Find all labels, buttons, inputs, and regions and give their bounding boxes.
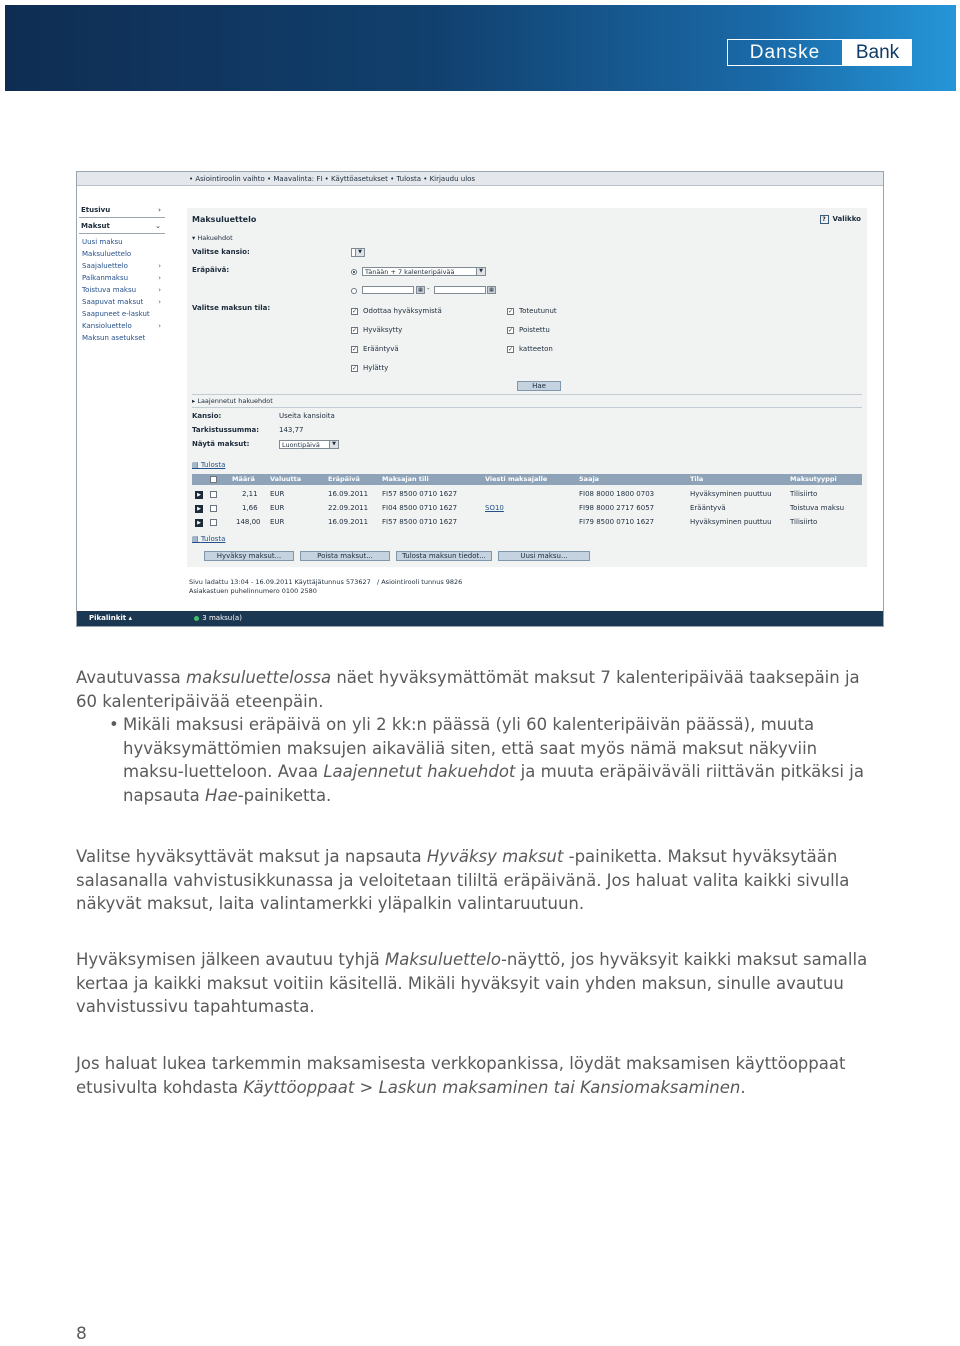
logo-bank: Bank [843, 39, 912, 66]
cell-viesti[interactable]: SO10 [485, 504, 504, 512]
end-date-field[interactable] [434, 286, 486, 294]
hyvaksy-maksut-button[interactable]: Hyväksy maksut... [204, 551, 294, 561]
footer-info: Sivu ladattu 13:04 - 16.09.2011 Käyttäjätunnus 573627 / Asiointirooli tunnus 9826 Asiakastuen puhelinnumero 0100 2580 [189, 578, 463, 595]
select-all-checkbox[interactable] [210, 476, 217, 483]
cell-saaja: FI79 8500 0710 1627 [579, 518, 655, 526]
cell-erapaiva: 16.09.2011 [328, 490, 369, 498]
nayta-maksut-select[interactable]: Luontipäivä ▼ [279, 440, 339, 449]
nav-item-maksuluettelo[interactable]: Maksuluettelo [82, 250, 132, 258]
expand-icon[interactable]: ▶ [195, 505, 203, 513]
check-icon: ✓ [508, 345, 514, 353]
tulosta-maksun-tiedot-button[interactable]: Tulosta maksun tiedot... [396, 551, 492, 561]
check-icon: ✓ [352, 364, 358, 372]
status-indicator[interactable]: 3 maksu(a) [194, 614, 242, 622]
check-icon: ✓ [352, 345, 358, 353]
table-row[interactable] [192, 502, 862, 515]
action-bar [192, 550, 862, 562]
cell-tila: Erääntyvä [690, 504, 726, 512]
maksuluettelo-panel [187, 208, 867, 567]
laajennetut-hakuehdot-link[interactable]: ▸ Laajennetut hakuehdot [192, 397, 273, 405]
nav-item-saajaluettelo[interactable]: Saajaluettelo › [82, 262, 161, 270]
erapaiva-select[interactable]: Tänään + 7 kalenteripäivää ▼ [362, 267, 486, 276]
hae-button[interactable]: Hae [517, 381, 561, 391]
kansio-value: Useita kansioita [279, 412, 335, 420]
nav-item-toistuva-maksu[interactable]: Toistuva maksu › [82, 286, 161, 294]
calendar-icon[interactable]: ▦ [487, 286, 496, 294]
nav-item-saapuvat-maksut[interactable]: Saapuvat maksut › [82, 298, 161, 306]
tulosta-link[interactable]: ▤ Tulosta [192, 461, 226, 469]
cell-maara: 2,11 [242, 490, 258, 498]
cell-erapaiva: 22.09.2011 [328, 504, 369, 512]
check-icon: ✓ [352, 326, 358, 334]
instruction-block-1 [76, 666, 876, 807]
checkbox-eraantyva[interactable]: ✓ Erääntyvä [352, 345, 399, 353]
nayta-maksut-key: Näytä maksut: [192, 440, 250, 448]
col-maksajan-tili[interactable]: Maksajan tili [382, 475, 429, 483]
printer-icon: ▤ [192, 535, 201, 543]
row-checkbox[interactable] [210, 519, 217, 526]
status-dot-icon [194, 616, 199, 621]
paragraph-3: Hyväksymisen jälkeen avautuu tyhjä Maksuluettelo-näyttö, jos hyväksyit kaikki maksut samalla kertaa ja kaikki maksut voitiin käsitellä. Mikäli hyväksyit vain yhden maksun, sinulle avautuu vahvistussivu tapahtumasta. [76, 950, 868, 1016]
check-icon: ✓ [352, 307, 358, 315]
checkbox-odottaa[interactable]: ✓ Odottaa hyväksymistä [352, 307, 442, 315]
divider [192, 394, 862, 395]
pikalinkit-button[interactable]: Pikalinkit ▴ [89, 614, 133, 622]
checkbox-toteutunut[interactable]: ✓ Toteutunut [508, 307, 557, 315]
help-icon: ? [820, 215, 829, 224]
cell-erapaiva: 16.09.2011 [328, 518, 369, 526]
printer-icon: ▤ [192, 461, 201, 469]
col-maksutyyppi[interactable]: Maksutyyppi [790, 475, 837, 483]
kansio-select[interactable] [351, 248, 365, 257]
col-valuutta[interactable]: Valuutta [270, 475, 302, 483]
nav-item-palkanmaksu[interactable]: Palkanmaksu › [82, 274, 161, 282]
cell-saaja: FI08 8000 1800 0703 [579, 490, 655, 498]
row-checkbox[interactable] [210, 491, 217, 498]
chevron-down-icon: ▼ [329, 441, 338, 448]
cell-tila: Hyväksyminen puuttuu [690, 490, 772, 498]
divider [192, 407, 862, 408]
checkbox-hylatty[interactable]: ✓ Hylätty [352, 364, 389, 372]
cell-valuutta: EUR [270, 518, 285, 526]
top-links-bar[interactable]: • Asiointiroolin vaihto • Maavalinta: FI • Käyttöasetukset • Tulosta • Kirjaudu ulos [77, 172, 883, 186]
table-row[interactable] [192, 516, 862, 529]
maksun-tila-label: Valitse maksun tila: [192, 304, 271, 312]
expand-icon[interactable]: ▶ [195, 491, 203, 499]
col-viesti[interactable]: Viesti maksajalle [485, 475, 548, 483]
chevron-down-icon: ▼ [476, 268, 485, 275]
col-erapaiva[interactable]: Eräpäivä [328, 475, 360, 483]
paragraph-2: Valitse hyväksyttävät maksut ja napsauta Hyväksy maksut -painiketta. Maksut hyväksytään salasanalla vahvistusikkunassa ja veloitetaan tililtä eräpäivänä. Jos haluat valita kaikki sivulla näkyvät maksut, laita valintamerkki yläpalkin valintaruutuun. [76, 847, 850, 913]
cell-tila: Hyväksyminen puuttuu [690, 518, 772, 526]
col-tila[interactable]: Tila [690, 475, 704, 483]
table-row[interactable] [192, 488, 862, 501]
table-header [192, 474, 862, 485]
cell-tyyppi: Tilisiirto [790, 490, 818, 498]
nav-section-etusivu[interactable]: Etusivu › [79, 204, 165, 218]
erapaiva-radio-custom[interactable] [351, 288, 357, 294]
bullet-item: • Mikäli maksusi eräpäivä on yli 2 kk:n päässä (yli 60 kalenteripäivän päässä), muuta hyväksymättömien maksujen aikaväliä siten, että saat myös nämä maksut näkyviin maksu-luetteloon. Avaa Laajennetut hakuehdot ja muuta eräpäiväväli riittävän pitkäksi ja napsauta Hae-painiketta. [76, 713, 876, 807]
poista-maksut-button[interactable]: Poista maksut... [300, 551, 390, 561]
nav-item-saapuneet-e-laskut[interactable]: Saapuneet e-laskut [82, 310, 150, 318]
netbank-screenshot [76, 171, 884, 627]
check-icon: ✓ [508, 326, 514, 334]
start-date-field[interactable] [362, 286, 414, 294]
cell-maara: 148,00 [236, 518, 261, 526]
bottom-bar [77, 611, 883, 626]
page-number: 8 [76, 1324, 87, 1344]
tarkistussumma-value: 143,77 [279, 426, 304, 434]
checkbox-katteeton[interactable]: ✓ katteeton [508, 345, 553, 353]
checkbox-poistettu[interactable]: ✓ Poistettu [508, 326, 550, 334]
header-banner [5, 5, 956, 91]
danske-bank-logo [727, 39, 912, 66]
col-maara[interactable]: Määrä [232, 475, 255, 483]
paragraph-4: Jos haluat lukea tarkemmin maksamisesta verkkopankissa, löydät maksamisen käyttöoppaat etusivulta kohdasta Käyttöoppaat > Laskun maksaminen tai Kansiomaksaminen. [76, 1054, 846, 1097]
cell-tyyppi: Toistuva maksu [790, 504, 845, 512]
calendar-icon[interactable]: ▦ [416, 286, 425, 294]
kansio-key: Kansio: [192, 412, 222, 420]
valikko-link[interactable]: ? Valikko [820, 215, 862, 224]
logo-danske: Danske [727, 39, 843, 66]
cell-valuutta: EUR [270, 504, 285, 512]
nav-section-maksut[interactable]: Maksut ⌄ [79, 220, 165, 234]
uusi-maksu-button[interactable]: Uusi maksu... [498, 551, 590, 561]
col-saaja[interactable]: Saaja [579, 475, 600, 483]
panel-title: Maksuluettelo [192, 215, 257, 224]
tarkistussumma-key: Tarkistussumma: [192, 426, 260, 434]
side-navigation [79, 204, 165, 344]
cell-tyyppi: Tilisiirto [790, 518, 818, 526]
cell-tili: FI04 8500 0710 1627 [382, 504, 458, 512]
date-separator: - [427, 285, 430, 293]
cell-tili: FI57 8500 0710 1627 [382, 518, 458, 526]
hakuehdot-toggle[interactable]: ▾ Hakuehdot [192, 234, 233, 242]
nav-item-maksun-asetukset[interactable]: Maksun asetukset [82, 334, 146, 342]
erapaiva-label: Eräpäivä: [192, 266, 230, 274]
paragraph-1: Avautuvassa maksuluettelossa näet hyväksymättömät maksut 7 kalenteripäivää taaksepäin ja 60 kalenteripäivää eteenpäin. [76, 668, 860, 711]
cell-valuutta: EUR [270, 490, 285, 498]
cell-tili: FI57 8500 0710 1627 [382, 490, 458, 498]
kansio-label: Valitse kansio: [192, 248, 250, 256]
row-checkbox[interactable] [210, 505, 217, 512]
check-icon: ✓ [508, 307, 514, 315]
tulosta-link-2[interactable]: ▤ Tulosta [192, 535, 226, 543]
erapaiva-radio-preset[interactable] [351, 269, 357, 275]
cell-maara: 1,66 [242, 504, 258, 512]
checkbox-hyvaksytty[interactable]: ✓ Hyväksytty [352, 326, 403, 334]
chevron-down-icon: ▼ [355, 249, 364, 256]
nav-item-kansioluettelo[interactable]: Kansioluettelo › [82, 322, 161, 330]
nav-item-uusi-maksu[interactable]: Uusi maksu [82, 238, 123, 246]
cell-saaja: FI98 8000 2717 6057 [579, 504, 655, 512]
expand-icon[interactable]: ▶ [195, 519, 203, 527]
